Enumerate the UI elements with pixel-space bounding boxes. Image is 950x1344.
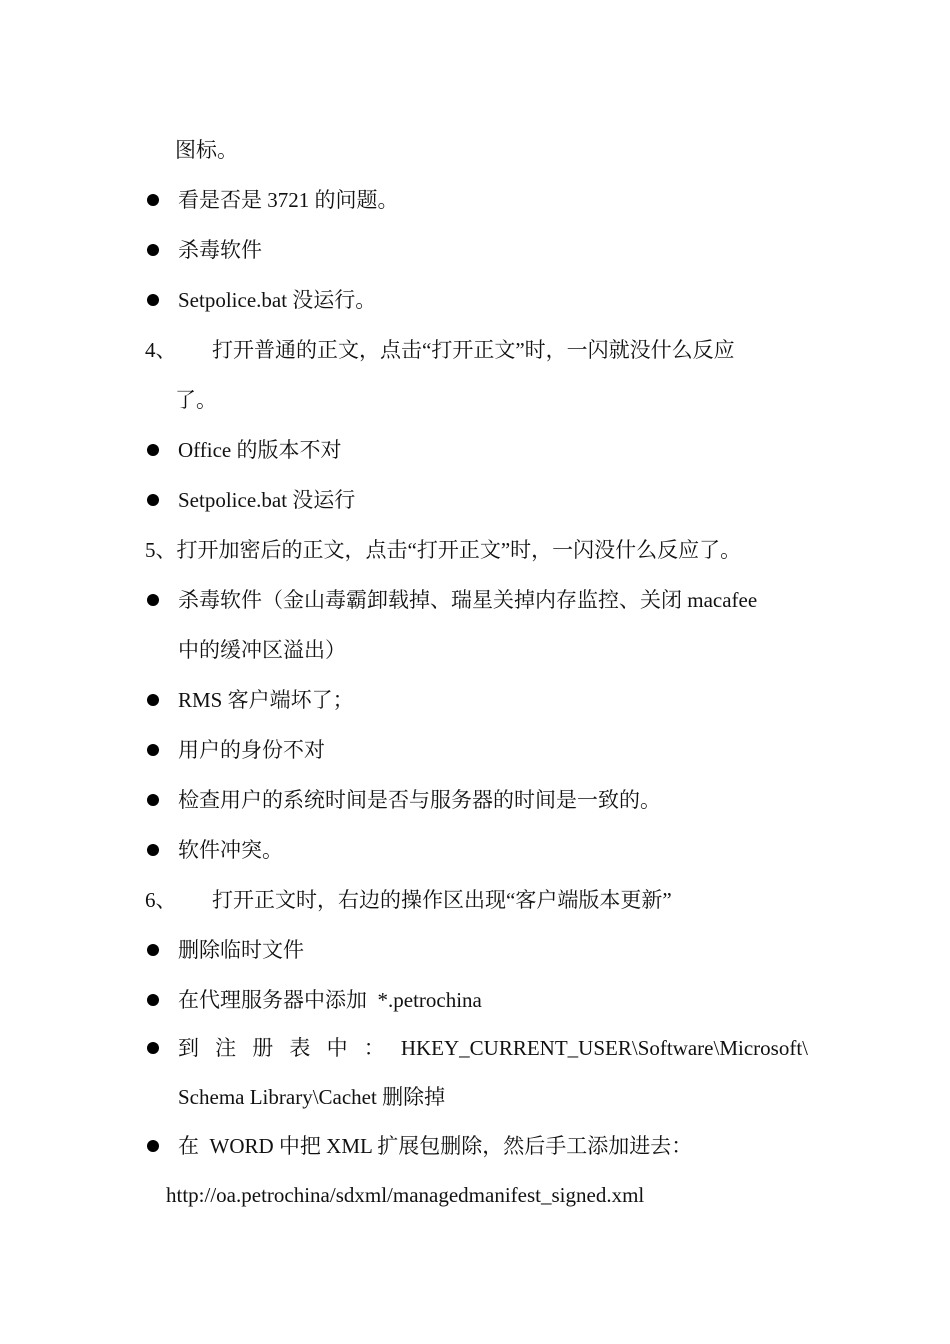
line-continuation (0, 385, 950, 415)
bullet-dot-icon (147, 444, 159, 456)
bullet-text: 删除临时文件 (178, 938, 304, 962)
justified-text-row (178, 1033, 808, 1063)
bullet-item (0, 735, 950, 765)
url-text: http://oa.petrochina/sdxml/managedmanifest_signed.xml (166, 1183, 645, 1207)
justified-word: 到 (178, 1036, 199, 1060)
bullet-text: RMS 客户端坏了； (178, 688, 354, 712)
bullet-dot-icon (147, 244, 159, 256)
bullet-text: 看是否是 3721 的问题。 (178, 188, 399, 212)
numbered-heading (0, 335, 950, 365)
line-text: Schema Library\Cachet 删除掉 (178, 1085, 446, 1109)
bullet-item (0, 985, 950, 1015)
bullet-dot-icon (147, 594, 159, 606)
line-continuation (0, 1082, 950, 1112)
bullet-dot-icon (147, 694, 159, 706)
heading-text: 打开普通的正文，点击“打开正文”时，一闪就没什么反应 (212, 338, 735, 362)
bullet-dot-icon (147, 994, 159, 1006)
bullet-item (0, 185, 950, 215)
justified-word: ： (363, 1036, 385, 1060)
justified-word: 注 (215, 1036, 237, 1060)
justified-word: 册 (252, 1036, 274, 1060)
bullet-text: 杀毒软件（金山毒霸卸载掉、瑞星关掉内存监控、关闭 macafee (178, 588, 758, 612)
bullet-dot-icon (147, 794, 159, 806)
bullet-item (0, 285, 950, 315)
heading-text: 5、打开加密后的正文，点击“打开正文”时，一闪没什么反应了。 (145, 538, 742, 562)
bullet-text: Setpolice.bat 没运行 (178, 488, 356, 512)
bullet-text: 杀毒软件 (178, 238, 262, 262)
bullet-item-justified (0, 1033, 950, 1063)
line-text: 图标。 (175, 138, 238, 162)
registry-path: HKEY_CURRENT_USER\Software\Microsoft\ (400, 1036, 808, 1060)
bullet-item (0, 485, 950, 515)
bullet-dot-icon (147, 844, 159, 856)
bullet-text: 软件冲突。 (178, 838, 283, 862)
line-text: 中的缓冲区溢出） (178, 638, 346, 662)
bullet-dot-icon (147, 494, 159, 506)
bullet-item (0, 235, 950, 265)
bullet-dot-icon (147, 1042, 159, 1054)
numbered-heading (0, 535, 950, 565)
bullet-item (0, 685, 950, 715)
heading-text: 打开正文时，右边的操作区出现“客户端版本更新” (212, 888, 672, 912)
bullet-dot-icon (147, 944, 159, 956)
justified-word: 表 (289, 1036, 311, 1060)
bullet-text: 检查用户的系统时间是否与服务器的时间是一致的。 (178, 788, 661, 812)
bullet-item (0, 1131, 950, 1161)
numbered-heading (0, 885, 950, 915)
bullet-item (0, 935, 950, 965)
bullet-text: Office 的版本不对 (178, 438, 342, 462)
bullet-dot-icon (147, 294, 159, 306)
bullet-text: 在 WORD 中把 XML 扩展包删除，然后手工添加进去： (178, 1134, 693, 1158)
bullet-text: 用户的身份不对 (178, 738, 325, 762)
bullet-text: Setpolice.bat 没运行。 (178, 288, 377, 312)
line-text: 了。 (175, 388, 217, 412)
bullet-text: 在代理服务器中添加 *.petrochina (178, 988, 482, 1012)
line-continuation (0, 135, 950, 165)
justified-word: 中 (326, 1036, 348, 1060)
bullet-dot-icon (147, 194, 159, 206)
bullet-item (0, 785, 950, 815)
heading-number: 4、 (145, 338, 177, 362)
line-continuation (0, 635, 950, 665)
bullet-item (0, 585, 950, 615)
url-line (0, 1180, 950, 1210)
bullet-item (0, 835, 950, 865)
bullet-item (0, 435, 950, 465)
bullet-dot-icon (147, 744, 159, 756)
heading-number: 6、 (145, 888, 177, 912)
bullet-dot-icon (147, 1140, 159, 1152)
